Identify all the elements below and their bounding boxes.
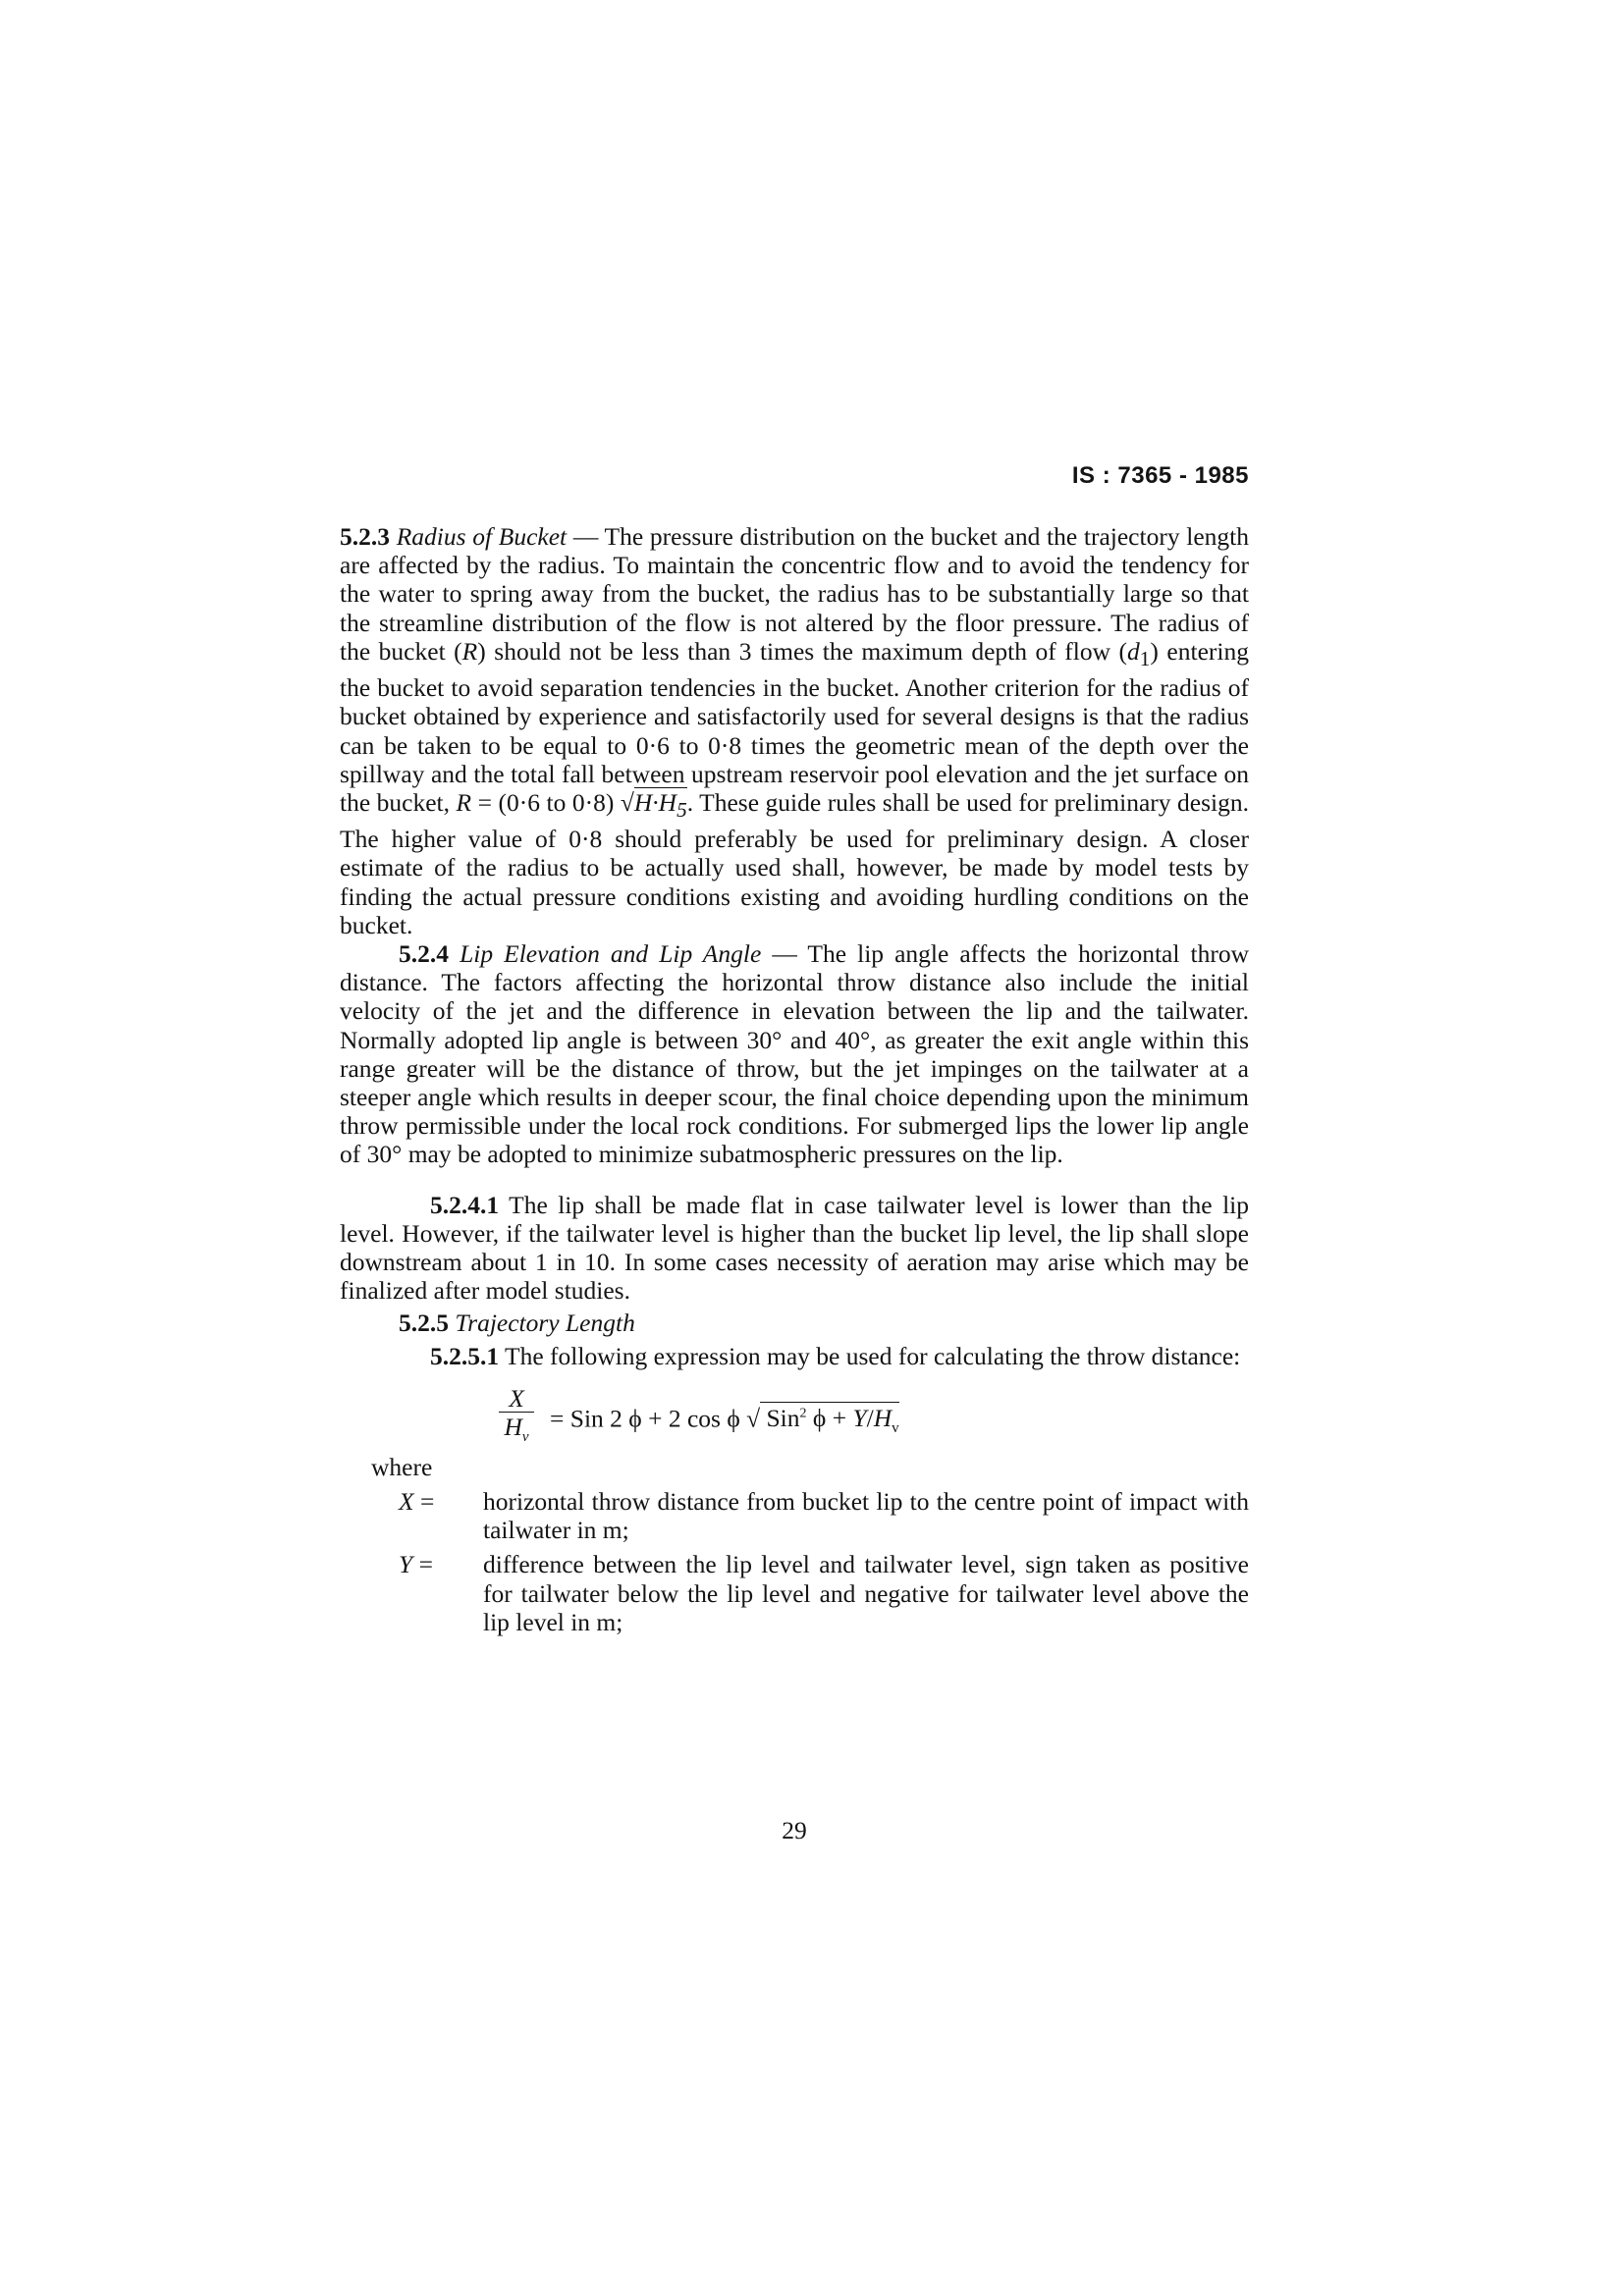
paragraph-text: ) entering the bucket to avoid separation tendencies in the bucket. Another criterion for the radius of bucket obtained by experience and satisfactorily used for several designs is that the radius can be taken to be equal to 0·6 to 0·8 times the geometric mean of the depth over the spillway and the total fall between upstream reservoir pool elevation and the jet surface on the bucket, bbox=[340, 636, 1249, 817]
definition-item bbox=[340, 1550, 1249, 1636]
symbol-equals: = bbox=[418, 1550, 433, 1579]
formula-radicand bbox=[760, 1402, 899, 1437]
paragraph-text: The lip shall be made flat in case tailwater level is lower than the lip level. However, if the tailwater level is higher than the bucket lip level, the lip shall slope downstream about 1 in 10. In some cases necessity of aeration may arise which may be finalized after model studies. bbox=[340, 1190, 1249, 1306]
radicand-h: H bbox=[873, 1404, 893, 1433]
paragraph-text: The following expression may be used for calculating the throw distance: bbox=[499, 1341, 1241, 1370]
inline-formula-eq: = (0·6 to 0·8) √ bbox=[471, 787, 634, 817]
inline-formula-r: R bbox=[456, 787, 472, 817]
section-number: 5.2.5.1 bbox=[430, 1341, 500, 1370]
section-title: Trajectory Length bbox=[455, 1308, 635, 1338]
symbol-letter: Y bbox=[399, 1550, 413, 1579]
standard-number-header: IS : 7365 - 1985 bbox=[1071, 462, 1249, 489]
inline-formula-radicand bbox=[633, 787, 687, 823]
formula-right-side bbox=[550, 1400, 899, 1444]
symbol-d-subscript: 1 bbox=[1139, 646, 1151, 670]
paragraph-text: — The lip angle affects the horizontal throw distance. The factors affecting the horizontal throw distance also include the initial velocity of the jet and the difference in elevation between the lip and the tailwater. Normally adopted lip angle is between 30° and 40°, as greater the exit angle within this range greater will be the distance of throw, but the jet impinges on the tailwater at a steeper angle which results in deeper scour, the final choice depending upon the minimum throw permissible under the local rock conditions. For submerged lips the lower lip angle of 30° may be adopted to minimize subatmospheric pressures on the lip. bbox=[340, 939, 1250, 1169]
section-title: Lip Elevation and Lip Angle bbox=[460, 939, 762, 969]
denominator-subscript: v bbox=[521, 1428, 529, 1445]
section-5-2-4 bbox=[340, 939, 1249, 1169]
radicand-h-subscript: v bbox=[892, 1420, 899, 1437]
section-5-2-3 bbox=[340, 522, 1249, 939]
formula-fraction bbox=[497, 1384, 536, 1452]
section-number: 5.2.4 bbox=[399, 939, 449, 969]
section-title: Radius of Bucket bbox=[396, 522, 568, 551]
symbol-letter: X bbox=[399, 1487, 414, 1517]
formula-rhs-text: = Sin 2 ϕ + 2 cos ϕ √ bbox=[550, 1404, 761, 1433]
radicand-sin: Sin bbox=[760, 1404, 800, 1433]
radicand-phi: ϕ + bbox=[806, 1404, 853, 1433]
body-text bbox=[340, 522, 1249, 1636]
radicand-exponent: 2 bbox=[799, 1406, 807, 1421]
page-number: 29 bbox=[782, 1816, 807, 1844]
denominator-symbol: H bbox=[504, 1412, 522, 1441]
paragraph-text: ) should not be less than 3 times the maximum depth of flow ( bbox=[477, 636, 1128, 666]
radicand-slash: / bbox=[866, 1404, 874, 1433]
section-5-2-5 bbox=[340, 1308, 1249, 1337]
where-label: where bbox=[371, 1452, 433, 1481]
symbol-d: d bbox=[1127, 636, 1140, 666]
throw-distance-formula bbox=[340, 1384, 1249, 1447]
fraction-denominator bbox=[497, 1413, 536, 1452]
section-number: 5.2.3 bbox=[340, 522, 390, 551]
fraction-numerator: X bbox=[509, 1383, 524, 1413]
symbol-r: R bbox=[461, 636, 478, 666]
symbol-equals: = bbox=[419, 1487, 435, 1517]
paragraph-text: . These guide rules shall be used for preliminary design. The higher value of 0·8 should preferably be used for preliminary design. A closer estimate of the radius to be actually used shall, however, be made by model tests by finding the actual pressure conditions existing and avoiding hurdling conditions on the bucket. bbox=[340, 787, 1249, 939]
paragraph-text: — The pressure distribution on the bucket and the trajectory length are affected by the radius. To maintain the concentric flow and to avoid the tendency for the water to spring away from the bucket, the radius has to be substantially large so that the streamline distribution of the flow is not altered by the floor pressure. The radius of the bucket ( bbox=[340, 522, 1250, 666]
section-5-2-5-1 bbox=[340, 1342, 1249, 1370]
definition-text: difference between the lip level and tailwater level, sign taken as positive for tailwater below the lip level and negative for tailwater level above the lip level in m; bbox=[483, 1550, 1249, 1636]
definition-symbol bbox=[399, 1550, 433, 1578]
definition-symbol bbox=[399, 1487, 434, 1516]
definitions-list bbox=[340, 1487, 1249, 1636]
radicand-text: H·H bbox=[633, 787, 677, 817]
definition-text: horizontal throw distance from bucket lip to the centre point of impact with tailwater in m; bbox=[483, 1487, 1249, 1545]
radicand-y: Y bbox=[852, 1404, 867, 1433]
section-number: 5.2.4.1 bbox=[430, 1190, 500, 1219]
definition-item bbox=[340, 1487, 1249, 1544]
radicand-subscript: 5 bbox=[676, 798, 687, 823]
section-5-2-4-1 bbox=[340, 1191, 1249, 1306]
section-number: 5.2.5 bbox=[399, 1308, 449, 1338]
